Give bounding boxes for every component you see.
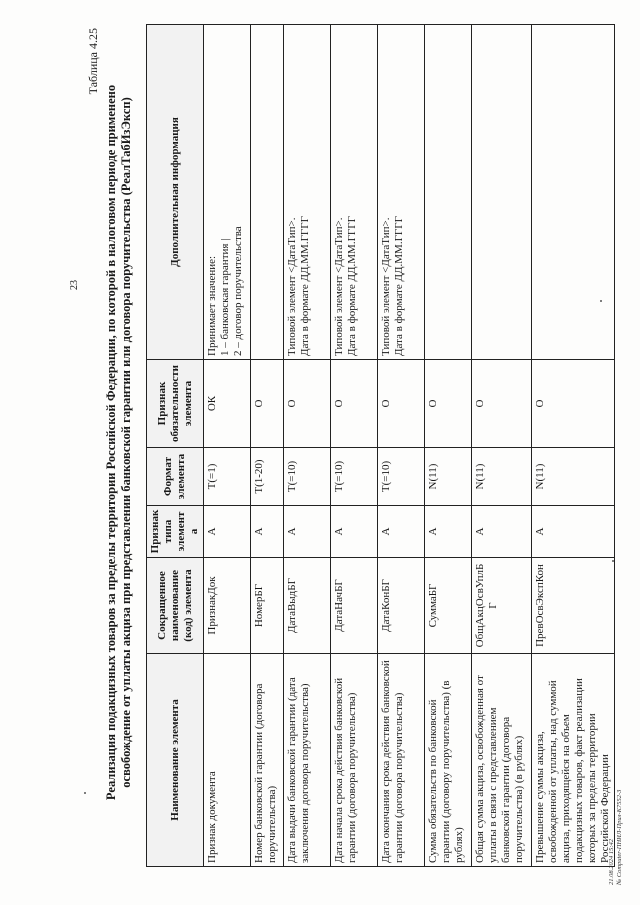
cell-element-name: Дата окончания срока действия банковской гарантии (договора поручительства) xyxy=(378,654,425,867)
cell-element-format: T(1-20) xyxy=(251,448,284,506)
cell-element-required: О xyxy=(378,360,425,448)
cell-element-type: А xyxy=(378,506,425,558)
page-number: 23 xyxy=(69,280,80,290)
cell-additional-info xyxy=(378,25,425,360)
cell-element-code: ОбщАкцОсвУплБГ xyxy=(472,558,532,654)
table-row xyxy=(532,25,615,867)
info-line: 2 – договор поручительства xyxy=(232,226,244,356)
cell-element-type: А xyxy=(532,506,615,558)
cell-additional-info xyxy=(425,25,472,360)
header-element-type: Признак типа элемента xyxy=(147,506,204,558)
cell-additional-info xyxy=(532,25,615,360)
info-line: Дата в формате ДД.ММ.ГГГГ xyxy=(346,215,358,356)
cell-element-code: ПризнакДок xyxy=(204,558,251,654)
cell-additional-info xyxy=(284,25,331,360)
cell-element-type: А xyxy=(425,506,472,558)
cell-element-code: НомерБГ xyxy=(251,558,284,654)
table-row xyxy=(204,25,251,867)
header-element-code: Сокращенное наименование (код) элемента xyxy=(147,558,204,654)
info-line: 1 – банковская гарантия | xyxy=(219,238,231,356)
cell-element-code: ДатаВыдБГ xyxy=(284,558,331,654)
cell-element-code: ДатаНачБГ xyxy=(331,558,378,654)
cell-element-name: Общая сумма акциза, освобожденная от уплаты в связи с представлением банковской гарантии (договора поручительства) (в рублях) xyxy=(472,654,532,867)
table-row xyxy=(378,25,425,867)
cell-element-format: N(11) xyxy=(425,448,472,506)
cell-element-name: Превышение суммы акциза, освобожденной от уплаты, над суммой акциза, приходящейся на объем подакцизных товаров, факт реализации которых за пределы территории Российской Федерации xyxy=(532,654,615,867)
header-additional-info: Дополнительная информация xyxy=(147,25,204,360)
cell-element-required: О xyxy=(425,360,472,448)
info-line: Типовой элемент <ДатаТип>. xyxy=(380,217,392,356)
info-line: Принимает значение: xyxy=(206,255,218,356)
cell-element-type: А xyxy=(204,506,251,558)
table-title xyxy=(104,20,134,865)
cell-element-required: О xyxy=(532,360,615,448)
table-body xyxy=(204,25,615,867)
cell-element-code: ПревОсвЭкспКон xyxy=(532,558,615,654)
cell-element-code: ДатаКонБГ xyxy=(378,558,425,654)
table-row xyxy=(251,25,284,867)
cell-element-name: Дата выдачи банковской гарантии (дата заключения договора поручительства) xyxy=(284,654,331,867)
cell-element-name: Дата начала срока действия банковской гарантии (договора поручительства) xyxy=(331,654,378,867)
cell-element-format: N(11) xyxy=(472,448,532,506)
table-row xyxy=(472,25,532,867)
cell-additional-info xyxy=(331,25,378,360)
cell-element-format: T(=10) xyxy=(284,448,331,506)
info-line: Типовой элемент <ДатаТип>. xyxy=(286,217,298,356)
table-row xyxy=(331,25,378,867)
cell-element-type: А xyxy=(251,506,284,558)
info-line: Типовой элемент <ДатаТип>. xyxy=(333,217,345,356)
cell-element-format: N(11) xyxy=(532,448,615,506)
cell-element-format: T(=10) xyxy=(378,448,425,506)
stamp-line-1: 21.08.2024 15:42 xyxy=(608,838,615,885)
cell-element-name: Признак документа xyxy=(204,654,251,867)
cell-element-format: T(=10) xyxy=(331,448,378,506)
cell-element-required: О xyxy=(472,360,532,448)
cell-element-code: СуммаБГ xyxy=(425,558,472,654)
rotated-sheet xyxy=(60,20,623,885)
header-element-required: Признак обязательности элемента xyxy=(147,360,204,448)
cell-element-required: О xyxy=(251,360,284,448)
cell-element-type: А xyxy=(331,506,378,558)
stamp-line-2: № Computer-ПНИЛ-Прил-К7552-3 xyxy=(616,789,623,885)
cell-element-required: ОК xyxy=(204,360,251,448)
cell-element-type: А xyxy=(472,506,532,558)
title-line-2: освобождение от уплаты акциза при представлении банковской гарантии или договора поручительства (РеалТабИзЭксп) xyxy=(119,97,133,788)
info-line: Дата в формате ДД.ММ.ГГГГ xyxy=(299,215,311,356)
cell-element-name: Номер банковской гарантии (договора поручительства) xyxy=(251,654,284,867)
table-row xyxy=(425,25,472,867)
cell-element-format: T(=1) xyxy=(204,448,251,506)
header-element-name: Наименование элемента xyxy=(147,654,204,867)
table-row xyxy=(284,25,331,867)
cell-element-required: О xyxy=(331,360,378,448)
cell-element-name: Сумма обязательств по банковской гарантии (договору поручительства) (в рублях) xyxy=(425,654,472,867)
elements-table xyxy=(146,24,615,867)
title-line-1: Реализация подакцизных товаров за пределы территории Российской Федерации, по которой в налоговом периоде применено xyxy=(104,84,118,801)
cell-element-type: А xyxy=(284,506,331,558)
cell-additional-info xyxy=(472,25,532,360)
table-header-row xyxy=(147,25,204,867)
info-line: Дата в формате ДД.ММ.ГГГГ xyxy=(393,215,405,356)
cell-element-required: О xyxy=(284,360,331,448)
header-element-format: Формат элемента xyxy=(147,448,204,506)
cell-additional-info xyxy=(204,25,251,360)
cell-additional-info xyxy=(251,25,284,360)
print-stamp xyxy=(608,790,624,885)
table-label: Таблица 4.25 xyxy=(86,28,100,95)
